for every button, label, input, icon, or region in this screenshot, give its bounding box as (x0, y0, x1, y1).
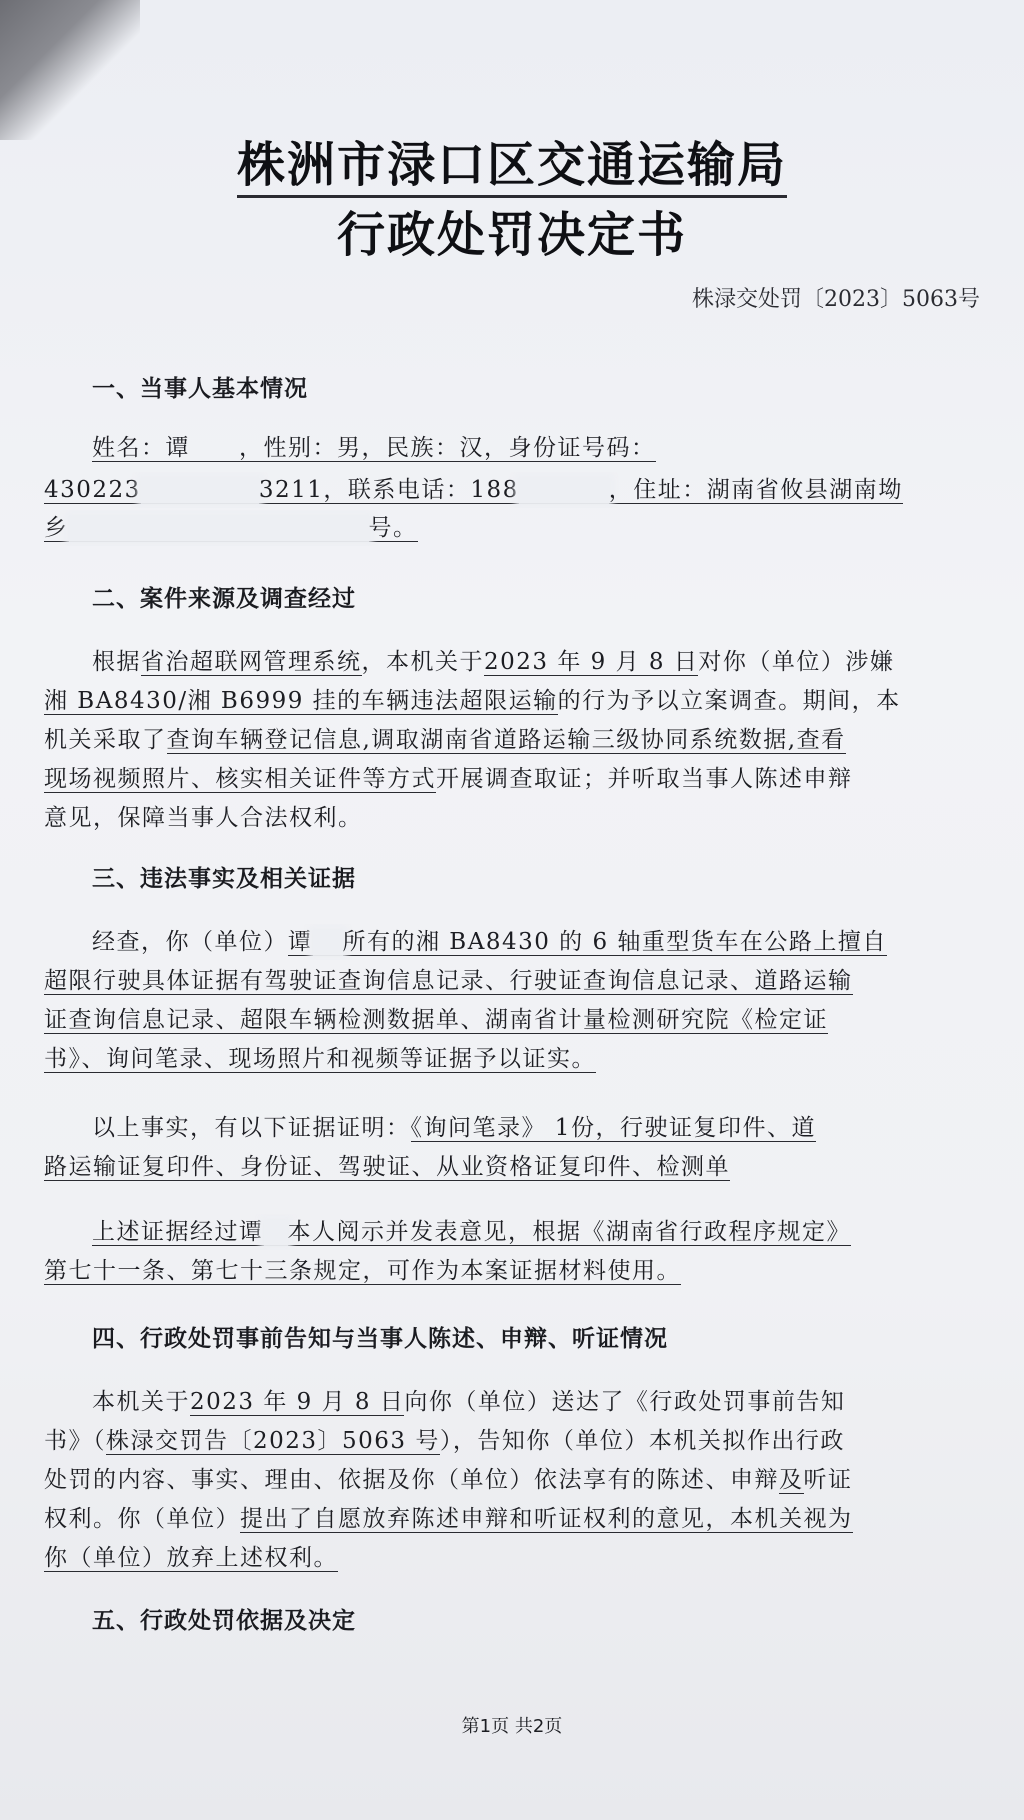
notice-line-1: 本机关于2023 年 9 月 8 日向你（单位）送达了《行政处罚事前告知 (92, 1389, 846, 1415)
redacted-name (264, 1220, 288, 1246)
notice-line-3: 处罚的内容、事实、理由、依据及你（单位）依法享有的陈述、申辩及听证 (44, 1467, 853, 1493)
evidence-line-4: 第七十一条、第七十三条规定，可作为本案证据材料使用。 (44, 1258, 681, 1284)
facts-line-1: 经查，你（单位）谭 所有的湘 BA8430 的 6 轴重型货车在公路上擅自 (92, 929, 887, 955)
case-source-line-4: 现场视频照片、核实相关证件等方式开展调查取证；并听取当事人陈述申辩 (44, 766, 853, 792)
notice-line-2: 书》（株渌交罚告〔2023〕5063 号），告知你（单位）本机关拟作出行政 (44, 1428, 845, 1454)
party-info-line-1: 姓名：谭 ，性别：男，民族：汉，身份证号码： (92, 435, 656, 461)
page-corner-shadow (0, 0, 140, 140)
case-source-line-5: 意见，保障当事人合法权利。 (44, 805, 363, 831)
redacted-name (313, 930, 343, 956)
page-number: 第1页 共2页 (461, 1716, 563, 1737)
case-source-line-3: 机关采取了查询车辆登记信息,调取湖南省道路运输三级协同系统数据,查看 (44, 727, 846, 753)
notice-line-4: 权利。你（单位）提出了自愿放弃陈述申辩和听证权利的意见，本机关视为 (44, 1506, 853, 1532)
section-heading-1: 一、当事人基本情况 (92, 375, 308, 402)
case-source-line-2: 湘 BA8430/湘 B6999 挂的车辆违法超限运输的行为予以立案调查。期间，本 (44, 688, 901, 714)
section-heading-2: 二、案件来源及调查经过 (92, 585, 356, 612)
section-heading-4: 四、行政处罚事前告知与当事人陈述、申辩、听证情况 (92, 1325, 668, 1352)
facts-line-2: 超限行驶具体证据有驾驶证查询信息记录、行驶证查询信息记录、道路运输 (44, 968, 853, 994)
evidence-line-1: 以上事实，有以下证据证明：《询问笔录》 1份，行驶证复印件、道 (92, 1115, 816, 1141)
document-title-agency: 株洲市渌口区交通运输局 (0, 126, 1024, 195)
redacted-address (69, 516, 369, 542)
section-heading-3: 三、违法事实及相关证据 (92, 865, 356, 892)
evidence-line-3: 上述证据经过谭 本人阅示并发表意见，根据《湖南省行政程序规定》 (92, 1219, 851, 1245)
facts-line-4: 书》、询问笔录、现场照片和视频等证据予以证实。 (44, 1046, 596, 1072)
notice-line-5: 你（单位）放弃上述权利。 (44, 1545, 338, 1571)
section-heading-5: 五、行政处罚依据及决定 (92, 1607, 356, 1634)
document-title-type: 行政处罚决定书 (336, 207, 687, 263)
document-number: 株渌交处罚〔2023〕5063号 (692, 287, 980, 312)
evidence-line-2: 路运输证复印件、身份证、驾驶证、从业资格证复印件、检测单 (44, 1154, 730, 1180)
party-info-line-3: 乡 号。 (44, 515, 418, 541)
redacted-phone (519, 478, 609, 504)
redacted-id (141, 478, 259, 504)
case-source-line-1: 根据省治超联网管理系统，本机关于2023 年 9 月 8 日对你（单位）涉嫌 (92, 649, 895, 675)
facts-line-3: 证查询信息记录、超限车辆检测数据单、湖南省计量检测研究院《检定证 (44, 1007, 828, 1033)
party-info-line-2: 430223 3211，联系电话：188 ，住址：湖南省攸县湖南坳 (44, 477, 903, 503)
